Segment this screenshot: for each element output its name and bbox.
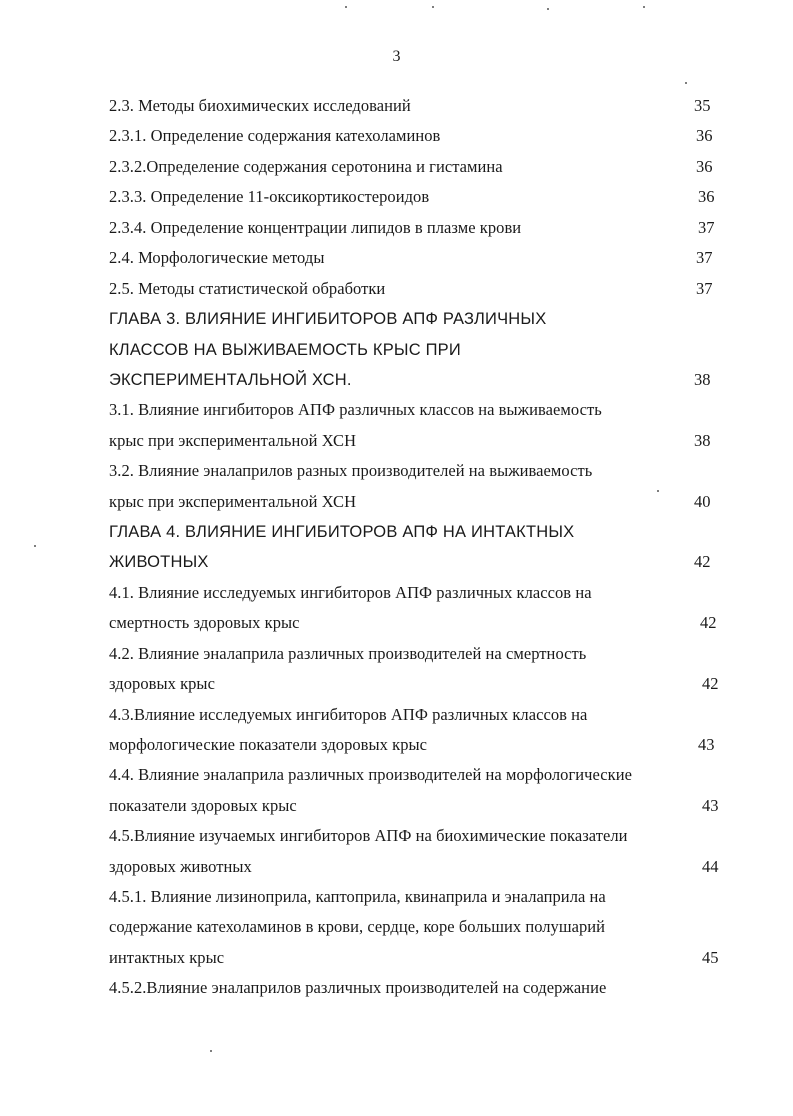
toc-entry-4-2-line-2: здоровых крыс [109, 674, 215, 693]
toc-entry-4-4-line-1: 4.4. Влияние эналаприла различных производителей на морфологические [109, 765, 633, 784]
scan-speck [657, 490, 659, 492]
toc-entry-2-5: 2.5. Методы статистической обработки [109, 279, 386, 298]
toc-entry-2-3: 2.3. Методы биохимических исследований [109, 96, 411, 115]
toc-page-chapter-4: 42 [694, 552, 711, 571]
toc-page-2-3-1: 36 [696, 126, 713, 145]
toc-entry-2-3-2: 2.3.2.Определение содержания серотонина и гистамина [109, 157, 503, 176]
toc-page-4-2: 42 [702, 674, 719, 693]
scan-speck [34, 545, 36, 547]
scan-speck [643, 6, 645, 8]
toc-chapter-4-line-2: ЖИВОТНЫХ [109, 553, 209, 571]
toc-page-2-5: 37 [696, 279, 713, 298]
toc-entry-4-5-2-line-1: 4.5.2.Влияние эналаприлов различных производителей на содержание [109, 978, 607, 997]
scan-speck [345, 6, 347, 8]
toc-page-2-3-4: 37 [698, 218, 715, 237]
toc-entry-2-3-3: 2.3.3. Определение 11-оксикортикостероидов [109, 187, 430, 206]
toc-entry-4-3-line-2: морфологические показатели здоровых крыс [109, 735, 427, 754]
toc-entry-4-5-1-line-3: интактных крыс [109, 948, 225, 967]
scan-speck [547, 8, 549, 10]
toc-page-2-3-3: 36 [698, 187, 715, 206]
toc-page-2-3: 35 [694, 96, 711, 115]
toc-entry-4-1-line-2: смертность здоровых крыс [109, 613, 300, 632]
toc-entry-2-3-4: 2.3.4. Определение концентрации липидов в плазме крови [109, 218, 522, 237]
toc-page-3-1: 38 [694, 431, 711, 450]
toc-chapter-3-line-1: ГЛАВА 3. ВЛИЯНИЕ ИНГИБИТОРОВ АПФ РАЗЛИЧНЫХ [109, 310, 547, 328]
toc-entry-4-5-1-line-1: 4.5.1. Влияние лизиноприла, каптоприла, квинаприла и эналаприла на [109, 887, 606, 906]
toc-page-chapter-3: 38 [694, 370, 711, 389]
toc-page-4-5-1: 45 [702, 948, 719, 967]
toc-entry-4-2-line-1: 4.2. Влияние эналаприла различных производителей на смертность [109, 644, 587, 663]
toc-entry-4-5-1-line-2: содержание катехоламинов в крови, сердце, коре больших полушарий [109, 917, 606, 936]
toc-entry-4-4-line-2: показатели здоровых крыс [109, 796, 297, 815]
toc-page-2-4: 37 [696, 248, 713, 267]
toc-page-4-3: 43 [698, 735, 715, 754]
toc-entry-2-4: 2.4. Морфологические методы [109, 248, 325, 267]
page-number: 3 [392, 48, 401, 65]
toc-entry-4-5-line-2: здоровых животных [109, 857, 252, 876]
toc-entry-2-3-1: 2.3.1. Определение содержания катехоламинов [109, 126, 441, 145]
toc-entry-3-2-line-2: крыс при экспериментальной ХСН [109, 492, 357, 511]
toc-page-2-3-2: 36 [696, 157, 713, 176]
toc-page-3-2: 40 [694, 492, 711, 511]
toc-entry-4-1-line-1: 4.1. Влияние исследуемых ингибиторов АПФ различных классов на [109, 583, 592, 602]
scan-speck [685, 82, 687, 84]
toc-entry-3-1-line-2: крыс при экспериментальной ХСН [109, 431, 357, 450]
toc-entry-4-5-line-1: 4.5.Влияние изучаемых ингибиторов АПФ на биохимические показатели [109, 826, 628, 845]
toc-page-4-4: 43 [702, 796, 719, 815]
toc-entry-3-1-line-1: 3.1. Влияние ингибиторов АПФ различных классов на выживаемость [109, 400, 602, 419]
toc-page-4-1: 42 [700, 613, 717, 632]
toc-chapter-3-line-2: КЛАССОВ НА ВЫЖИВАЕМОСТЬ КРЫС ПРИ [109, 341, 461, 359]
scan-speck [210, 1050, 212, 1052]
toc-chapter-4-line-1: ГЛАВА 4. ВЛИЯНИЕ ИНГИБИТОРОВ АПФ НА ИНТАКТНЫХ [109, 523, 575, 541]
toc-entry-3-2-line-1: 3.2. Влияние эналаприлов разных производителей на выживаемость [109, 461, 593, 480]
toc-page-4-5: 44 [702, 857, 719, 876]
scan-speck [432, 6, 434, 8]
toc-chapter-3-line-3: ЭКСПЕРИМЕНТАЛЬНОЙ ХСН. [109, 371, 352, 389]
toc-entry-4-3-line-1: 4.3.Влияние исследуемых ингибиторов АПФ различных классов на [109, 705, 588, 724]
